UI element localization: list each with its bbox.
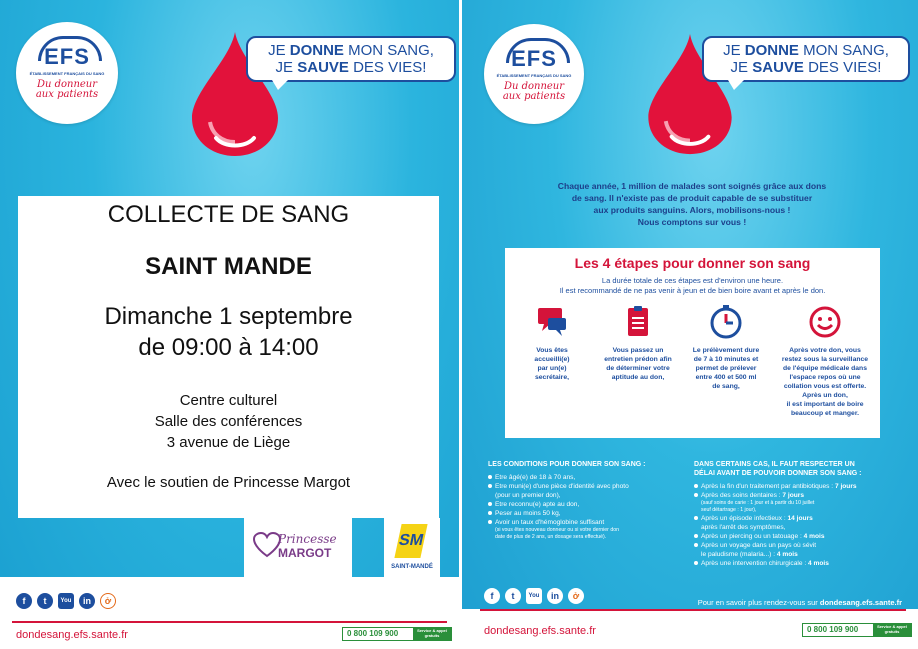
logo-tagline: Du donneur aux patients bbox=[35, 79, 99, 100]
bubble-tail bbox=[272, 80, 288, 90]
speech-bubbles-icon bbox=[534, 304, 570, 340]
step-2 bbox=[593, 304, 683, 382]
conditions-block bbox=[488, 460, 678, 541]
logo-arc bbox=[506, 38, 570, 63]
linkedin-icon[interactable]: in bbox=[547, 588, 563, 604]
intro-text: Chaque année, 1 million de malades sont soignés grâce aux dons de sang. Il n'existe pas de produit capable de se substituer aux produits sanguins. Alors, mobilisons-nous ! Nous comptons sur vous ! bbox=[557, 181, 827, 227]
left-footer bbox=[0, 577, 459, 649]
footer-url[interactable]: dondesang.efs.sante.fr bbox=[484, 625, 596, 637]
efs-logo-right bbox=[484, 24, 584, 124]
delay-item-cont: le paludisme (malaria...) : 4 mois bbox=[701, 551, 798, 558]
other-social-icon[interactable]: ở bbox=[568, 588, 584, 604]
condition-item: Etre reconnu(e) apte au don, bbox=[488, 500, 678, 509]
phone-badge: Service & appel gratuits bbox=[413, 628, 451, 640]
condition-item: Avoir un taux d'hémoglobine suffisant bbox=[488, 518, 678, 527]
youtube-icon[interactable]: You bbox=[526, 588, 542, 604]
step-4-text: Après votre don, vous restez sous la surveillance de l'équipe médicale dans l'espace repos où une collation vous est offerte. Après un don, il est important de boire beaucoup et manger. bbox=[781, 347, 869, 417]
more-info-link[interactable]: dondesang.efs.sante.fr bbox=[819, 598, 902, 607]
condition-item-cont: (pour un premier don), bbox=[495, 492, 561, 499]
condition-note: date de plus de 2 ans, un dosage sera effectué). bbox=[495, 534, 607, 540]
footer-phone: 0 800 109 900 Service & appel gratuits bbox=[802, 623, 912, 637]
efs-logo bbox=[16, 22, 118, 124]
condition-item: Etre âgé(e) de 18 à 70 ans, bbox=[488, 473, 678, 482]
logo-subtitle: ÉTABLISSEMENT FRANÇAIS DU SANG bbox=[29, 71, 105, 76]
more-info: Pour en savoir plus rendez-vous sur dondesang.efs.sante.fr bbox=[697, 598, 902, 607]
step-4 bbox=[773, 304, 877, 418]
clock-icon bbox=[708, 304, 744, 340]
sm-logo-icon: SM bbox=[394, 524, 427, 558]
step-1-text: Vous êtes accueilli(e) par un(e) secrétaire, bbox=[534, 347, 570, 381]
social-icons bbox=[16, 593, 116, 609]
twitter-icon[interactable]: t bbox=[505, 588, 521, 604]
delay-note: (sauf soins de carie : 1 jour et à partir du 10 juillet bbox=[701, 500, 815, 506]
delay-item: Après un épisode infectieux : 14 jours bbox=[694, 514, 900, 523]
delay-item: Après un voyage dans un pays où sévit bbox=[694, 541, 900, 550]
delay-item: Après la fin d'un traitement par antibiotiques : 7 jours bbox=[694, 482, 900, 491]
sponsor-princesse-margot bbox=[244, 518, 352, 578]
facebook-icon[interactable]: f bbox=[16, 593, 32, 609]
phone-badge: Service & appel gratuits bbox=[873, 624, 911, 636]
venue-room: Salle des conférences bbox=[154, 413, 303, 430]
venue-name: Centre culturel bbox=[179, 392, 278, 409]
step-3 bbox=[681, 304, 771, 391]
delay-item: Après des soins dentaires : 7 jours bbox=[694, 491, 900, 500]
sm-logo-text: SAINT-MANDÉ bbox=[391, 564, 433, 570]
social-icons-right bbox=[484, 588, 584, 604]
bubble-tail bbox=[728, 80, 744, 90]
condition-item: Peser au moins 50 kg, bbox=[488, 509, 678, 518]
step-3-text: Le prélèvement dure de 7 à 10 minutes et permet de prélever entre 400 et 500 ml de sang, bbox=[692, 347, 760, 390]
twitter-icon[interactable]: t bbox=[37, 593, 53, 609]
footer-phone: 0 800 109 900 Service & appel gratuits bbox=[342, 627, 452, 641]
youtube-icon[interactable]: You bbox=[58, 593, 74, 609]
sponsor-saint-mande bbox=[384, 518, 440, 578]
sponsor-name-2: MARGOT bbox=[278, 546, 332, 560]
logo-tagline: Du donneur aux patients bbox=[502, 81, 566, 102]
event-date: Dimanche 1 septembre bbox=[104, 303, 353, 330]
footer-rule bbox=[480, 609, 906, 611]
event-time: de 09:00 à 14:00 bbox=[138, 334, 319, 361]
condition-note: (si vous êtes nouveau donneur ou si votre dernier don bbox=[495, 527, 620, 533]
delays-block bbox=[694, 460, 900, 568]
logo-text: EFS bbox=[511, 46, 557, 71]
slogan-bubble: JE DONNE MON SANG, JE SAUVE DES VIES! bbox=[246, 36, 456, 82]
support-line: Avec le soutien de Princesse Margot bbox=[106, 474, 351, 491]
logo-text: EFS bbox=[44, 44, 90, 69]
linkedin-icon[interactable]: in bbox=[79, 593, 95, 609]
clipboard-icon bbox=[620, 304, 656, 340]
delays-title: DANS CERTAINS CAS, IL FAUT RESPECTER UN DÉLAI AVANT DE POUVOIR DONNER SON SANG : bbox=[694, 461, 862, 477]
event-city: SAINT MANDE bbox=[145, 253, 312, 280]
logo-arc bbox=[38, 36, 102, 61]
condition-item: Etre muni(e) d'une pièce d'identité avec photo bbox=[488, 482, 678, 491]
other-social-icon[interactable]: ở bbox=[100, 593, 116, 609]
logo-subtitle: ÉTABLISSEMENT FRANÇAIS DU SANG bbox=[496, 73, 572, 78]
footer-rule bbox=[12, 621, 447, 623]
steps-intro: La durée totale de ces étapes est d'environ une heure. Il est recommandé de ne pas venir à jeun et de bien boire avant et après le don. bbox=[559, 276, 826, 295]
delay-item: Après une intervention chirurgicale : 4 mois bbox=[694, 559, 900, 568]
right-poster bbox=[462, 0, 918, 649]
steps-box bbox=[505, 248, 880, 438]
conditions-title: LES CONDITIONS POUR DONNER SON SANG : bbox=[488, 461, 646, 468]
facebook-icon[interactable]: f bbox=[484, 588, 500, 604]
event-title: COLLECTE DE SANG bbox=[107, 201, 350, 228]
right-footer bbox=[462, 609, 918, 649]
delay-item-cont: après l'arrêt des symptômes, bbox=[701, 524, 786, 531]
smiley-icon bbox=[807, 304, 843, 340]
delay-item: Après un piercing ou un tatouage : 4 mois bbox=[694, 532, 900, 541]
slogan-bubble-right: JE DONNE MON SANG, JE SAUVE DES VIES! bbox=[702, 36, 910, 82]
sponsor-name-1: Princesse bbox=[278, 532, 337, 546]
step-1 bbox=[507, 304, 597, 382]
footer-url[interactable]: dondesang.efs.sante.fr bbox=[16, 629, 128, 641]
step-2-text: Vous passez un entretien prédon afin de déterminer votre aptitude au don, bbox=[604, 347, 672, 381]
steps-title: Les 4 étapes pour donner son sang bbox=[574, 255, 811, 271]
venue-address: 3 avenue de Liège bbox=[166, 434, 291, 451]
delay-note: seuf détartrage : 1 jour), bbox=[701, 507, 757, 513]
